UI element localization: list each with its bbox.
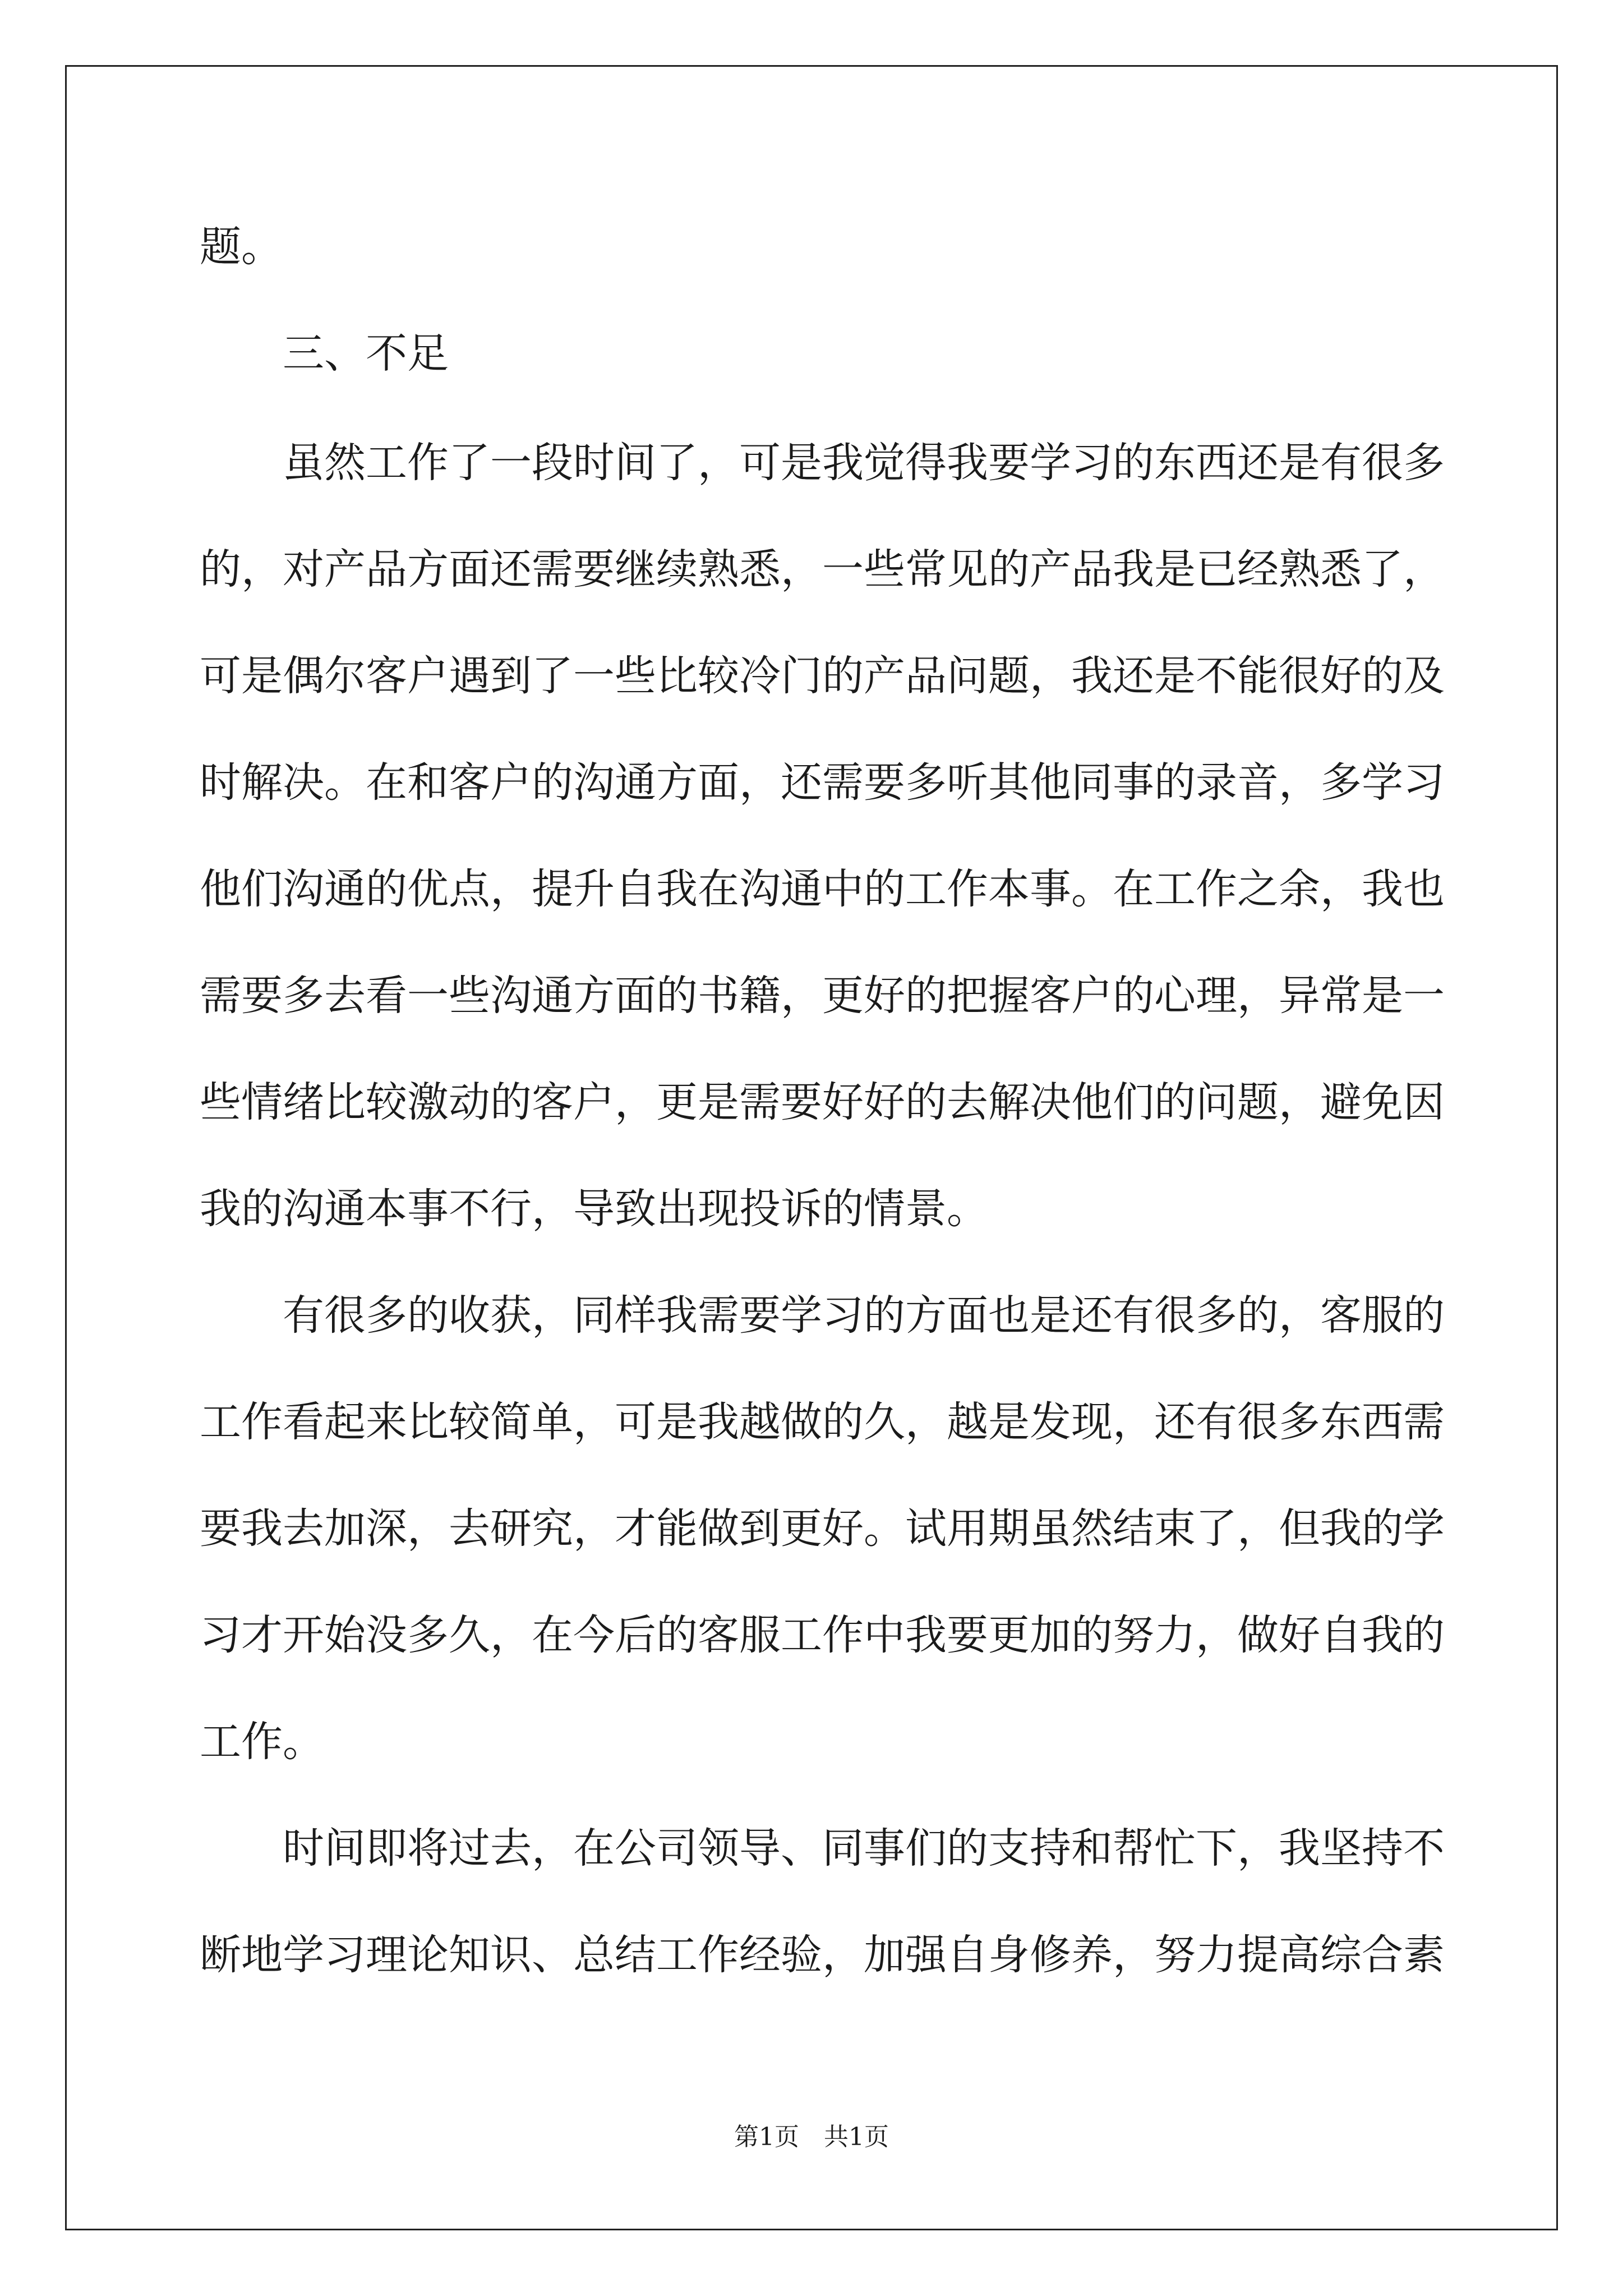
page-number-total: 共1页	[824, 2123, 889, 2151]
text-line: 工作。	[200, 1718, 324, 1766]
text-line: 时间即将过去，在公司领导、同事们的支持和帮忙下，我坚持不	[200, 1824, 1445, 1872]
text-line: 的，对产品方面还需要继续熟悉，一些常见的产品我是已经熟悉了，	[200, 545, 1445, 593]
text-line: 有很多的收获，同样我需要学习的方面也是还有很多的，客服的	[200, 1291, 1445, 1340]
text-line: 断地学习理论知识、总结工作经验，加强自身修养，努力提高综合素	[200, 1931, 1445, 1979]
page-border	[65, 65, 1558, 2230]
section-heading: 三、不足	[200, 329, 449, 378]
text-line: 题。	[200, 223, 283, 271]
text-line: 要我去加深，去研究，才能做到更好。试用期虽然结束了，但我的学	[200, 1504, 1445, 1553]
text-line: 虽然工作了一段时间了，可是我觉得我要学习的东西还是有很多	[200, 439, 1445, 487]
text-line: 需要多去看一些沟通方面的书籍，更好的把握客户的心理，异常是一	[200, 972, 1445, 1020]
text-line: 可是偶尔客户遇到了一些比较冷门的产品问题，我还是不能很好的及	[200, 652, 1445, 700]
text-line: 些情绪比较激动的客户，更是需要好好的去解决他们的问题，避免因	[200, 1078, 1445, 1126]
text-line: 时解决。在和客户的沟通方面，还需要多听其他同事的录音，多学习	[200, 758, 1445, 807]
text-line: 工作看起来比较简单，可是我越做的久，越是发现，还有很多东西需	[200, 1398, 1445, 1446]
text-line: 习才开始没多久，在今后的客服工作中我要更加的努力，做好自我的	[200, 1611, 1445, 1659]
page-footer	[0, 2120, 1623, 2154]
text-line: 他们沟通的优点，提升自我在沟通中的工作本事。在工作之余，我也	[200, 865, 1445, 913]
page-number-current: 第1页	[734, 2123, 799, 2151]
text-line: 我的沟通本事不行，导致出现投诉的情景。	[200, 1185, 988, 1233]
